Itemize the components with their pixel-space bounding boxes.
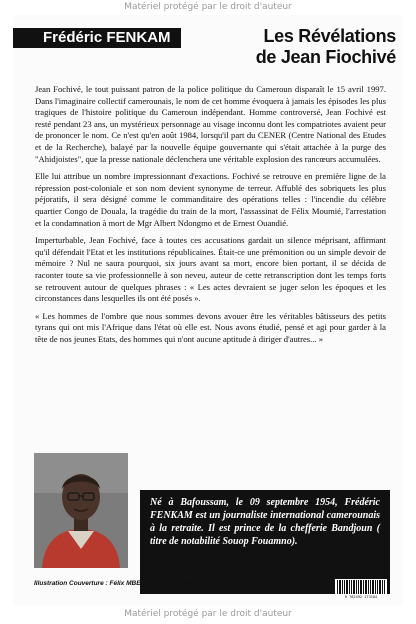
blurb-paragraph: Jean Fochivé, le tout puissant patron de la police politique du Cameroun disparaît le 15 avril 1997. Dans l'imaginaire collectif camerounais, le nom de cet homme évoquera à jamais les épisodes les plus tragiques de l'histoire politique du Cameroun indépendant. Homme controversé, Jean Fochivé est resté pendant 23 ans, un mystérieux personnage au visage inconnu dont les compatriotes avaient peur de prononcer le nom. Ce n'est qu'en août 1984, lorsqu'il part du CENER (Centre National des Etudes et de la Recherche), balayé par la nouvelle équipe gouvernante qui s'était attachée à la purge des "Ahidjoistes", que la presse nationale déclenchera une véritable explosion des rancœurs accumulées. bbox=[35, 84, 386, 164]
blurb-paragraph: « Les hommes de l'ombre que nous sommes devons avouer être les véritables bâtisseurs des petits tyrans qui ont mis l'Afrique dans l'état où elle est. Nous avons étudié, pensé et agi pour garder à la tête de nos jeunes Etats, des hommes qui n'ont aucune aptitude à diriger d'autres... » bbox=[35, 310, 386, 344]
copyright-watermark-top: Matériel protégé par le droit d'auteur bbox=[124, 2, 292, 12]
isbn-barcode bbox=[335, 579, 387, 599]
copyright-watermark-bottom: Matériel protégé par le droit d'auteur bbox=[124, 609, 292, 619]
author-portrait-illustration bbox=[34, 453, 128, 568]
blurb-text bbox=[35, 84, 386, 351]
title-line-2: de Jean Fiochivé bbox=[255, 47, 396, 67]
author-name-banner: Frédéric FENKAM bbox=[13, 28, 181, 48]
barcode-number: 9 782492 173104 bbox=[344, 595, 378, 599]
blurb-paragraph: Elle lui attribue un nombre impressionnant d'exactions. Fochivé se retrouve en première ligne de la répression post-coloniale et son nom devient synonyme de terreur. Affublé des sobriquets les plus péjoratifs, il sera désigné comme le commanditaire des opérations telles : l'incendie du célèbre quartier Congo de Douala, la tragédie du train de la mort, l'assassinat de Félix Moumié, l'arrestation et la condamnation à mort de Mgr Albert Ndongmo et de Ernest Ouandié. bbox=[35, 171, 386, 228]
blurb-paragraph: Imperturbable, Jean Fochivé, face à toutes ces accusations gardait un silence méprisant, affirmant qu'il défendait l'Etat et les institutions républicaines. Était-ce une prémonition ou un simple devoir de mémoire ? Nul ne saura pourquoi, six jours avant sa mort, encore bien portant, il se décida de raconter toute sa vie professionnelle à son neveu, auteur de cette retranscription dont les temps forts se retrouvent autour de quelques phrases : « Les actes devraient se juger selon les époques et les circonstances dans lesquelles ils ont été posés ». bbox=[35, 235, 386, 304]
author-photo bbox=[34, 453, 128, 568]
title-line-1: Les Révélations bbox=[263, 26, 396, 46]
barcode-icon bbox=[335, 579, 387, 599]
cover-illustration-credit: Illustration Couverture : Félix MBETBO & Dannystar bbox=[34, 580, 195, 587]
author-bio: Né à Bafoussam, le 09 septembre 1954, Frédéric FENKAM est un journaliste international camerounais à la retraite. Il est prince de la chefferie Bandjoun ( titre de notabilité Souop Fouamno). bbox=[140, 490, 390, 594]
book-title bbox=[256, 26, 396, 68]
